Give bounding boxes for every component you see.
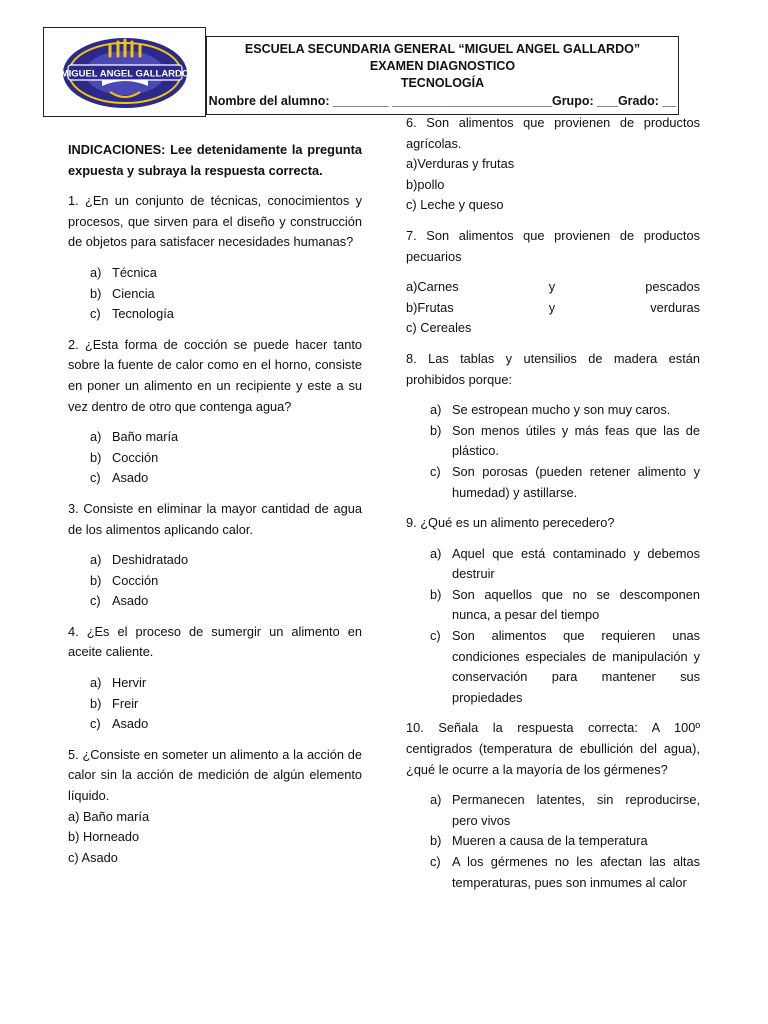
school-logo [50,32,200,114]
instructions: INDICACIONES: Lee detenidamente la pregunta expuesta y subraya la respuesta correcta. [68,142,362,178]
option-4a[interactable]: a) Hervir [90,675,147,691]
question-4-options [68,673,362,735]
option-3b[interactable]: b) Cocción [90,572,159,588]
option-2b[interactable]: b) Cocción [90,449,159,465]
option-4c[interactable]: c) Asado [90,716,149,732]
option-1c[interactable]: c) Tecnología [90,306,174,322]
option-7c[interactable]: c) Cereales [406,320,472,336]
question-9: 9. ¿Qué es un alimento perecedero? [406,515,615,531]
option-5c[interactable]: c) Asado [68,849,118,865]
option-5b[interactable]: b) Horneado [68,829,140,845]
school-logo-frame [43,27,206,117]
student-info-line: Nombre del alumno: ________ _______________________Grupo: ___Grado: __ [208,94,677,108]
exam-header [206,36,679,115]
option-10a[interactable]: a) Permanecen latentes, sin reproducirse, pero vivos [430,792,700,828]
right-column [406,113,700,903]
option-6c[interactable]: c) Leche y queso [406,197,504,213]
question-10-options [406,790,700,893]
question-3-options [68,550,362,612]
question-9-options [406,544,700,709]
option-6b[interactable]: b)pollo [406,176,445,192]
option-1b[interactable]: b) Ciencia [90,285,155,301]
question-5-options [68,807,362,869]
option-7a[interactable]: a)Carnes y pescados [406,279,700,295]
question-1: 1. ¿En un conjunto de técnicas, conocimientos y procesos, que sirven para el diseño y construcción de objetos para satisfacer necesidades humanas? [68,193,362,250]
option-8b[interactable]: b) Son menos útiles y más feas que las de plástico. [430,422,700,459]
question-5: 5. ¿Consiste en someter un alimento a la acción de calor sin la acción de medición de algún elemento líquido. [68,746,362,804]
question-10: 10. Señala la respuesta correcta: A 100º centigrados (temperatura de ebullición del agua), ¿qué le ocurre a la mayoría de los gérmenes? [406,720,700,777]
question-6-options [406,154,700,216]
subject-title: TECNOLOGÍA [400,76,485,90]
question-8-options [406,400,700,503]
question-1-options [68,263,362,325]
option-6a[interactable]: a)Verduras y frutas [406,156,515,172]
option-10b[interactable]: b) Mueren a causa de la temperatura [430,833,648,849]
option-9b[interactable]: b) Son aquellos que no se descomponen nunca, a pesar del tiempo [430,586,700,623]
option-9c[interactable]: c) Son alimentos que requieren unas condiciones especiales de manipulación y conservación para mantener sus propiedades [430,628,700,705]
question-2-options [68,427,362,489]
option-10c[interactable]: c) A los gérmenes no les afectan las altas temperaturas, pues son inmumes al calor [430,854,700,890]
question-4: 4. ¿Es el proceso de sumergir un alimento en aceite caliente. [68,623,362,660]
left-column [68,140,362,878]
school-name: ESCUELA SECUNDARIA GENERAL “MIGUEL ANGEL GALLARDO” [244,42,641,56]
option-8a[interactable]: a) Se estropean mucho y son muy caros. [430,402,671,418]
question-7: 7. Son alimentos que provienen de productos pecuarios [406,227,700,264]
option-5a[interactable]: a) Baño maría [68,808,150,824]
option-7b[interactable]: b)Frutas y verduras [406,299,700,315]
option-9a[interactable]: a) Aquel que está contaminado y debemos destruir [430,545,700,582]
question-8: 8. Las tablas y utensilios de madera están prohibidos porque: [406,350,700,387]
option-2c[interactable]: c) Asado [90,470,149,486]
exam-title: EXAMEN DIAGNOSTICO [369,59,516,73]
option-3c[interactable]: c) Asado [90,593,149,609]
question-6: 6. Son alimentos que provienen de productos agrícolas. [406,115,700,151]
option-1a[interactable]: a) Técnica [90,264,157,280]
option-8c[interactable]: c) Son porosas (pueden retener alimento y humedad) y astillarse. [430,463,700,500]
option-2a[interactable]: a) Baño maría [90,429,179,445]
logo-text: MIGUEL ANGEL GALLARDO [60,68,190,80]
question-7-options [406,277,700,339]
question-3: 3. Consiste en eliminar la mayor cantidad de agua de los alimentos aplicando calor. [68,500,362,537]
question-2: 2. ¿Esta forma de cocción se puede hacer tanto sobre la fuente de calor como en el horno, consiste en poner un alimento en un recipiente y este a su vez dentro de otro que contenga agua? [68,336,362,414]
option-4b[interactable]: b) Freir [90,695,139,711]
option-3a[interactable]: a) Deshidratado [90,552,189,568]
